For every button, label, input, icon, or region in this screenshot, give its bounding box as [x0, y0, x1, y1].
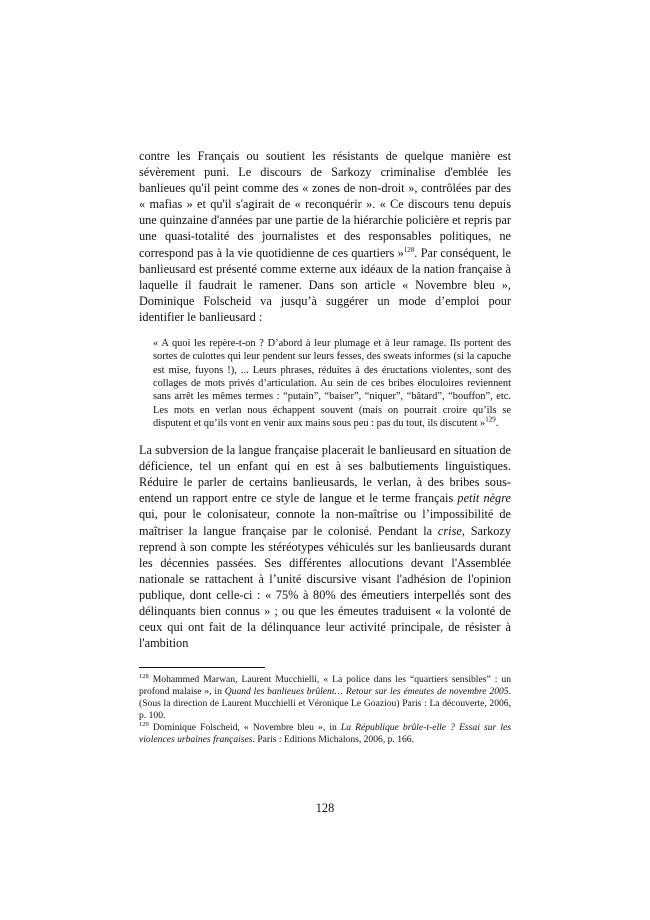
paragraph-1 [139, 148, 511, 325]
page-number: 128 [315, 801, 335, 815]
page-content [139, 148, 511, 746]
footnote-128-text-b: . (Sous la direction de Laurent Mucchielli et Véronique Le Goaziou) Paris : La découverte, 2006, p. 100. [139, 686, 511, 722]
paragraph-2 [139, 442, 511, 651]
footnote-separator [139, 667, 265, 668]
block-quote-text: « A quoi les repère-t-on ? D’abord à leur plumage et à leur ramage. Ils portent des sortes de culottes qui leur pendent sur leurs fesses, des sweats informes (si la capuche est mise, fuyons !), ... Leurs phrases, réduites à des éructations violentes, sont des collages de mots privés d’articulation. Au sein de ces bribes éloculoires reviennent sans arrêt les mêmes termes : “putain”, “baiser”, “niquer”, “bâtard”, “bouffon”, etc. Les mots en verlan nous échappent souvent (mais on pourrait croire qu’ils se disputent et qu’ils vont en venir aux mains sous peu : pas du tout, ils discutent » [153, 338, 511, 429]
block-quote [153, 337, 511, 430]
footnote-128-number: 128 [139, 673, 149, 681]
paragraph-1-text-a: contre les Français ou soutient les résistants de quelque manière est sévèrement puni. Le discours de Sarkozy criminalise d'emblée les banlieues qu'il peint comme des « zones de non-droit », contrôlées par des « mafias » et qu'il s'agirait de « reconquérir ». « Ce discours tenu depuis une quinzaine d'années par une partie de la hiérarchie policière et repris par une quasi-totalité des journalistes et des responsables politiques, ne correspond pas à la vie quotidienne de ces quartiers » [139, 149, 511, 260]
paragraph-2-text-a: La subversion de la langue française placerait le banlieusard en situation de déficience, tel un enfant qui en est à ses balbutiements linguistiques. Réduire le parler de certains banlieusards, le verlan, à des bribes sous-entend un rapport entre ce style de langue et le terme français [139, 443, 511, 506]
footnote-129-number: 129 [139, 721, 149, 729]
footnote-129-title: La République brûle-t-elle ? Essai sur les violences urbaines françaises [139, 722, 511, 746]
footnote-129-text-b: . Paris : Editions Michalons, 2006, p. 166. [252, 734, 415, 746]
paragraph-2-italic-b: crise [437, 523, 462, 538]
footnote-129-text-a: Dominique Folscheid, « Novembre bleu », in [148, 722, 341, 734]
footnote-ref-129[interactable]: 129 [485, 415, 496, 424]
paragraph-1-text-b: . Par conséquent, le banlieusard est présenté comme externe aux idéaux de la nation française à laquelle il faudrait le ramener. Dans son article « Novembre bleu », Dominique Folscheid va jusqu’à suggérer un mode d’emploi pour identifier le banlieusard : [139, 245, 511, 324]
footnote-128-text-a: Mohammed Marwan, Laurent Mucchielli, « La police dans les “quartiers sensibles” : un profond malaise », in [139, 674, 511, 698]
footnote-129 [139, 722, 511, 746]
paragraph-2-text-c: , Sarkozy reprend à son compte les stéréotypes véhiculés sur les banlieusards durant les décennies passées. Ses différentes allocutions devant l'Assemblée nationale se rattachent à l’unité discursive visant l'adhésion de l'opinion publique, dont celle-ci : « 75% à 80% des émeutiers interpellés sont des délinquants bien connus » ; ou que les émeutes traduisent « la volonté de ceux qui ont fait de la délinquance leur activité principale, de résister à l'ambition [139, 523, 511, 651]
paragraph-2-text-b: qui, pour le colonisateur, connote la non-maîtrise ou l’impossibilité de maîtriser la langue française par le colonisé. Pendant la [139, 507, 511, 538]
footnote-ref-128[interactable]: 128 [403, 245, 415, 254]
paragraph-2-italic-a: petit nègre [457, 491, 511, 506]
block-quote-end: . [495, 417, 499, 429]
footnote-128 [139, 674, 511, 722]
footnote-128-title: Quand les banlieues brûlent… Retour sur les émeutes de novembre 2005 [224, 686, 509, 698]
